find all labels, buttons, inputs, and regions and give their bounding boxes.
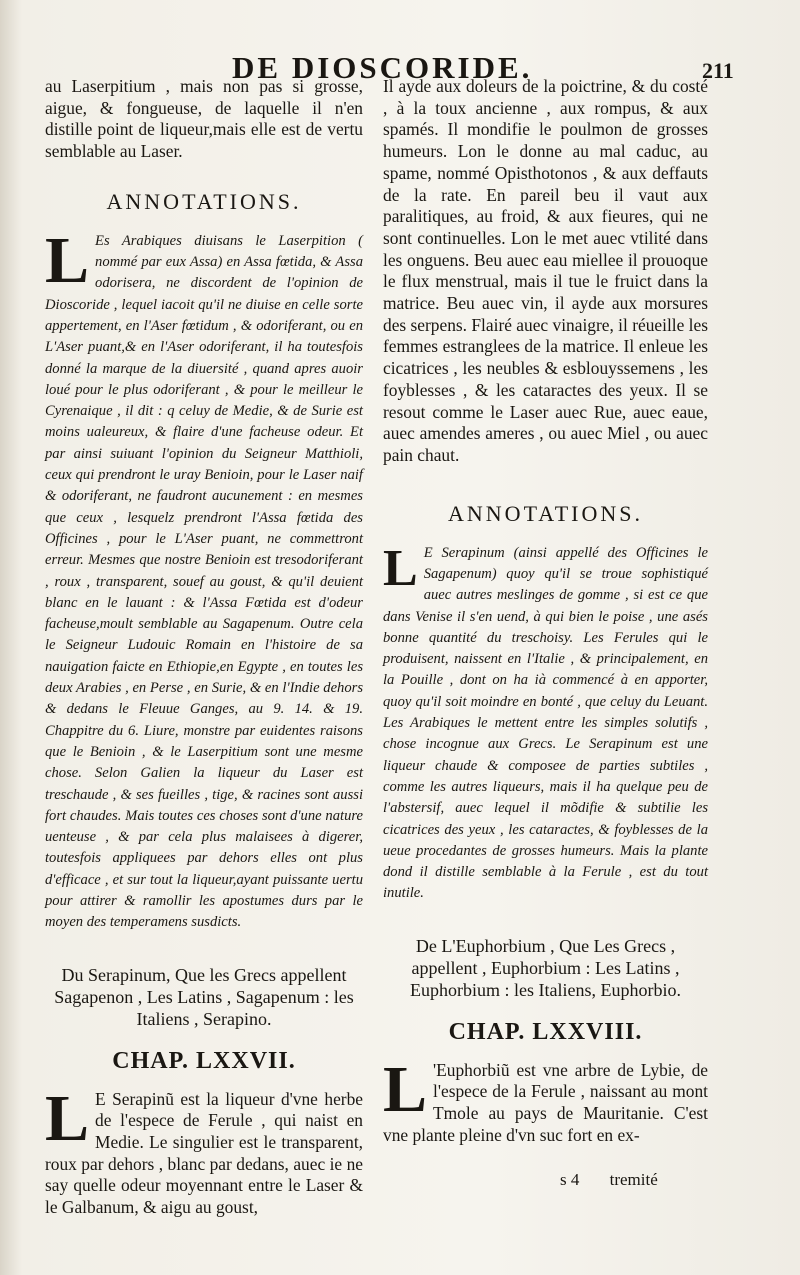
left-annotations-drop-cap: L bbox=[45, 223, 90, 297]
right-chapter-text: 'Euphorbiũ est vne arbre de Lybie, de l'espece de la Ferule , naissant au mont Tmole au pays de Mauritanie. C'est vne plante pleine d'vn suc fort en ex- bbox=[383, 1059, 708, 1145]
page-number: 211 bbox=[702, 58, 734, 83]
left-column bbox=[45, 76, 363, 1219]
left-section-title: Du Serapinum, Que les Grecs appellent Sagapenon , Les Latins , Sagapenum : les Italiens , Serapino. bbox=[54, 964, 354, 1029]
right-top-text: Il ayde aux doleurs de la poictrine, & du costé , à la toux ancienne , aux rompus, & aux spamés. Il mondifie le poulmon de grosses humeurs. Lon le donne au mal caduc, au spame, nommé Opisthotonos , & aux deffauts de la rate. En pareil beu il vaut aux paralitiques, au froid, & aux fieures, qui ne sont continuelles. Lon le met auec vtilité dans les onguens. Beu auec eau miellee il prouoque le flux menstrual, mais il tue le fruict dans la matrice. Beu auec vin, il ayde aux morsures des serpens. Flairé auec vinaigre, il réueille les femmes estranglees de la matrice. Il enleue les cicatrices , les neubles & esblouyssemens , les foyblesses , & les cataractes des yeux. Il se resout comme le Laser auec Rue, auec eaue, auec amendes ameres , ou auec Miel , ou auec pain chaut. bbox=[383, 76, 708, 465]
left-annotations-heading: ANNOTATIONS. bbox=[106, 188, 302, 214]
right-annotations-block bbox=[383, 539, 708, 905]
left-annotations-text: Es Arabiques diuisans le Laserpition ( nommé par eux Assa) en Assa fœtida, & Assa odorisera, ne discordent de l'opinion de Dioscoride , lequel iacoit qu'il ne diuise en celle sorte appertement, en l'Aser fœtidum , & odoriferant, ou en L'Aser puant,& en l'Aser odoriferant, il ha toutesfois donné la marque de la diuersité , quand apres auoir loué pour le plus odoriferant , & pour le meilleur le Cyrenaique , il dit : q celuy de Medie, & de Surie est moins ualeureux, & flaire d'une facheuse odeur. Et par ainsi suiuant l'opinion du Seigneur Matthioli, ceux qui prendront le uray Benioin, pour le Laser naif & odoriferant, ne faudront aucunement : en mesmes que ceux , lesquelz prendront l'Assa fœtida des Officines , pour le L'Aser puant, ne commettront erreur. Mesmes que nostre Benioin est tresodoriferant , roux , transparent, souef au goust, & qu'il deuient blanc en le lauant : & l'Assa Fœtida est d'odeur facheuse,moult semblable au Sagapenum. Outre cela le Seigneur Ludouic Romain en l'histoire de sa nauigation faicte en Ethiopie,en Egypte , en toutes les deux Arabies , en Perse , en Surie, & en l'Indie dehors & dedans le Fleuue Ganges, au 9. 14. & 19. Chappitre du 6. Liure, monstre par euidentes raisons que le Benioin , & le Laserpitium sont une mesme chose. Selon Galien la liqueur du Laser est treschaude , & ses fueilles , tige, & racines sont aussi fort chaudes. Mais toutes ces choses sont d'une nature uenteuse , & par cela plus malaisees à digerer, toutesfois appliquees par dehors elles ont plus d'efficace , et sur tout la liqueur,ayant puissante uertu pour attirer & ramollir les apostumes durs par le moyen des temperamens susdicts. bbox=[45, 232, 363, 931]
page-footer bbox=[560, 1170, 710, 1190]
left-annotations-block bbox=[45, 223, 363, 934]
right-annotations-text: E Serapinum (ainsi appellé des Officines le Sagapenum) quoy qu'il se troue sophistiqué auec autres meslinges de gomme , si est ce que dans Venise il s'en uend, à qui bien le poise , une asés bonne quantité du treschoisy. Les Ferules qui le produisent, naissent en l'Italie , & principalement, en la Pouille , dont on ha ià commencé à en apporter, quoy qu'il soit moindre en bonté , que celuy du Leuant. Les Arabiques le mettent entre les simples solutifs , chose incognue aux Grecs. Le Serapinum est une liqueur chaude & composee de parties subtiles , comme les autres liqueurs, mais il ha quelque peu de l'abstersif, auec lequel il mõdifie & subtilie les cicatrices des yeux , les cataractes, & foyblesses de la ueue procedantes de grosses humeurs. Mais la plante dond il distille semblable à la Ferule , est du tout inutile. bbox=[383, 544, 708, 902]
catchword: tremité bbox=[609, 1170, 658, 1189]
right-chapter-drop-cap: L bbox=[383, 1052, 428, 1126]
right-annotations-heading: ANNOTATIONS. bbox=[448, 500, 643, 526]
running-title: DE DIOSCORIDE. bbox=[232, 50, 533, 85]
left-intro-text: au Laserpitium , mais non pas si grosse, aigue, & fongueuse, de laquelle il n'en distille point de liqueur,mais elle est de vertu semblable au Laser. bbox=[45, 76, 363, 162]
left-chapter-text: E Serapinũ est la liqueur d'vne herbe de l'espece de Ferule , qui naist en Medie. Le singulier est le transparent, roux par dehors , blanc par dedans, auec ie ne say quelle odeur moyennant entre le Laser & le Galbanum, & aigu au goust, bbox=[45, 1088, 363, 1218]
left-chapter-drop-cap: L bbox=[45, 1081, 90, 1155]
left-chapter-block bbox=[45, 1081, 363, 1219]
right-annotations-drop-cap: L bbox=[383, 539, 418, 597]
left-chapter-heading: CHAP. LXXVII. bbox=[112, 1047, 296, 1074]
right-chapter-block bbox=[383, 1052, 708, 1147]
right-column bbox=[383, 76, 708, 1147]
right-section-title: De L'Euphorbium , Que Les Grecs , appellent , Euphorbium : Les Latins , Euphorbium : les Italiens, Euphorbio. bbox=[410, 935, 681, 1000]
right-chapter-heading: CHAP. LXXVIII. bbox=[448, 1018, 643, 1045]
signature-mark: s 4 bbox=[560, 1170, 580, 1189]
